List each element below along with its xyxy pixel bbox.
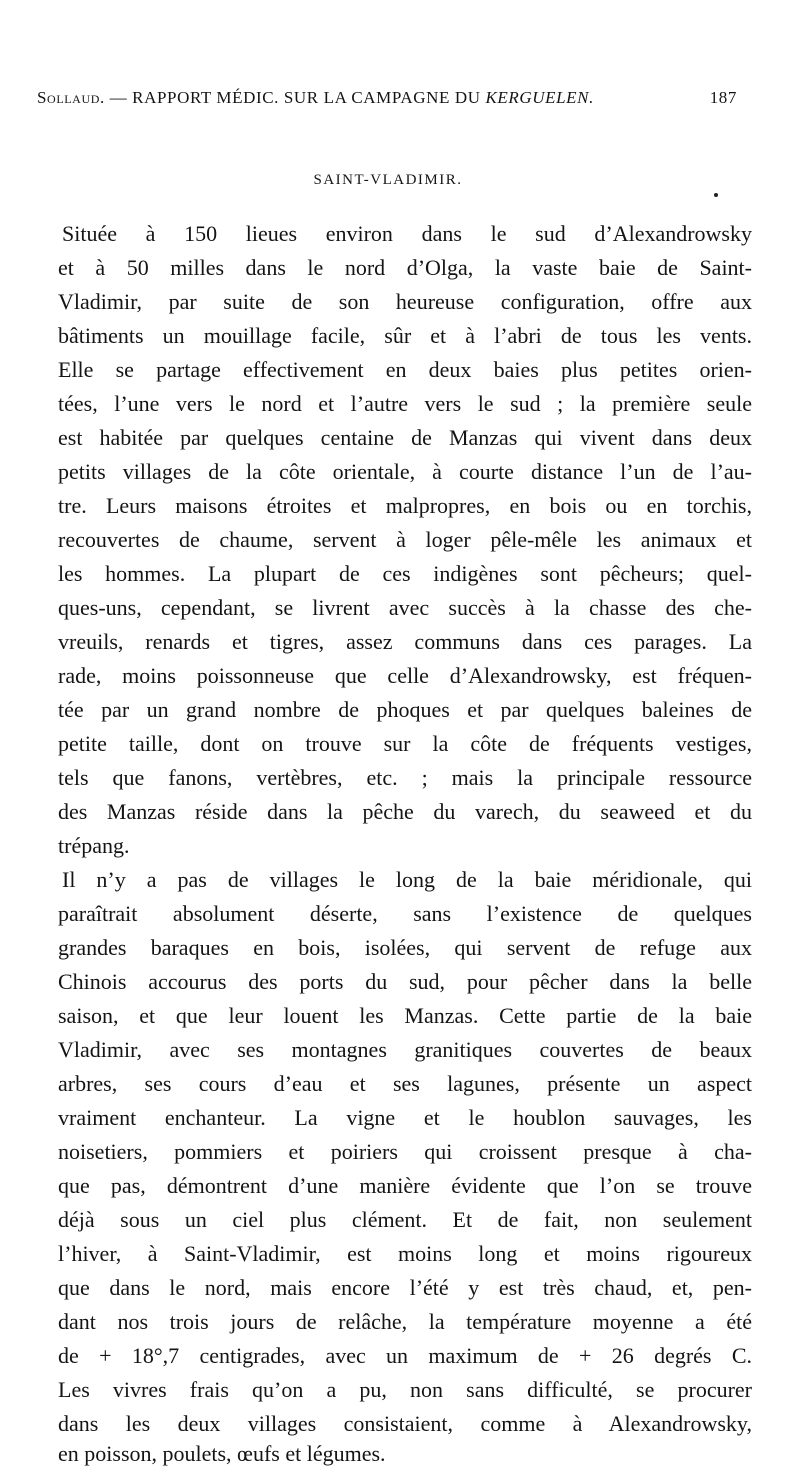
paragraph-1-line: Vladimir, par suite de son heureuse configuration, offre aux	[58, 289, 752, 314]
paragraph-2-line: que pas, démontrent d’une manière évidente que l’on se trouve	[58, 1173, 752, 1198]
paragraph-2-line: grandes baraques en bois, isolées, qui servent de refuge aux	[58, 935, 752, 960]
paragraph-2-line: dant nos trois jours de relâche, la température moyenne a été	[58, 1309, 752, 1334]
section-title-text: SAINT-VLADIMIR.	[313, 172, 463, 188]
paragraph-2-line: noisetiers, pommiers et poiriers qui croissent presque à cha-	[58, 1139, 752, 1164]
paragraph-1-line: des Manzas réside dans la pêche du varech, du seaweed et du	[58, 799, 752, 824]
paragraph-1-line: bâtiments un mouillage facile, sûr et à l’abri de tous les vents.	[58, 323, 752, 348]
paragraph-1-line: petite taille, dont on trouve sur la côte de fréquents vestiges,	[58, 731, 752, 756]
paragraph-2-line: Chinois accourus des ports du sud, pour pêcher dans la belle	[58, 969, 752, 994]
paragraph-1-line: tels que fanons, vertèbres, etc. ; mais la principale ressource	[58, 765, 752, 790]
paragraph-2-line: paraîtrait absolument déserte, sans l’existence de quelques	[58, 901, 752, 926]
paragraph-2-line: que dans le nord, mais encore l’été y est très chaud, et, pen-	[58, 1275, 752, 1300]
paragraph-2-line: l’hiver, à Saint-Vladimir, est moins long et moins rigoureux	[58, 1241, 752, 1266]
paragraph-1-line: et à 50 milles dans le nord d’Olga, la vaste baie de Saint-	[58, 255, 752, 280]
section-title	[0, 172, 800, 189]
paragraph-2-line: en poisson, poulets, œufs et légumes.	[58, 1441, 386, 1466]
paragraph-1-line: les hommes. La plupart de ces indigènes sont pêcheurs; quel-	[58, 561, 752, 586]
paragraph-2-line: de + 18°,7 centigrades, avec un maximum de + 26 degrés C.	[58, 1343, 752, 1368]
paragraph-2-line: Vladimir, avec ses montagnes granitiques couvertes de beaux	[58, 1037, 752, 1062]
running-head-ship: KERGUELEN.	[485, 88, 594, 107]
page-number: 187	[709, 88, 737, 107]
paragraph-1-line: trépang.	[58, 833, 130, 858]
paragraph-1-line: Située à 150 lieues environ dans le sud d’Alexandrowsky	[62, 221, 752, 246]
paragraph-1-line: ques-uns, cependant, se livrent avec succès à la chasse des che-	[58, 595, 752, 620]
paragraph-1-line: vreuils, renards et tigres, assez communs dans ces parages. La	[58, 629, 752, 654]
running-head	[37, 88, 737, 118]
paragraph-2-line: Il n’y a pas de villages le long de la baie méridionale, qui	[62, 867, 752, 892]
running-head-title: — RAPPORT MÉDIC. SUR LA CAMPAGNE DU	[109, 88, 481, 107]
paragraph-1-line: rade, moins poissonneuse que celle d’Alexandrowsky, est fréquen-	[58, 663, 752, 688]
paragraph-1-line: recouvertes de chaume, servent à loger pêle-mêle les animaux et	[58, 527, 752, 552]
paragraph-2-line: déjà sous un ciel plus clément. Et de fait, non seulement	[58, 1207, 752, 1232]
paragraph-1-line: est habitée par quelques centaine de Manzas qui vivent dans deux	[58, 425, 752, 450]
paragraph-1-line: tée par un grand nombre de phoques et par quelques baleines de	[58, 697, 752, 722]
running-head-author: Sollaud.	[37, 88, 105, 107]
paragraph-2-line: arbres, ses cours d’eau et ses lagunes, présente un aspect	[58, 1071, 752, 1096]
paragraph-1-line: tées, l’une vers le nord et l’autre vers le sud ; la première seule	[58, 391, 752, 416]
paragraph-2-line: Les vivres frais qu’on a pu, non sans difficulté, se procurer	[58, 1377, 752, 1402]
paragraph-1-line: Elle se partage effectivement en deux baies plus petites orien-	[58, 357, 752, 382]
paragraph-1-line: tre. Leurs maisons étroites et malpropres, en bois ou en torchis,	[58, 493, 752, 518]
paragraph-1-line: petits villages de la côte orientale, à courte distance l’un de l’au-	[58, 459, 752, 484]
paragraph-2-line: vraiment enchanteur. La vigne et le houblon sauvages, les	[58, 1105, 752, 1130]
print-speck	[714, 193, 718, 197]
paragraph-2-line: saison, et que leur louent les Manzas. Cette partie de la baie	[58, 1003, 752, 1028]
paragraph-2-line: dans les deux villages consistaient, comme à Alexandrowsky,	[58, 1411, 752, 1436]
